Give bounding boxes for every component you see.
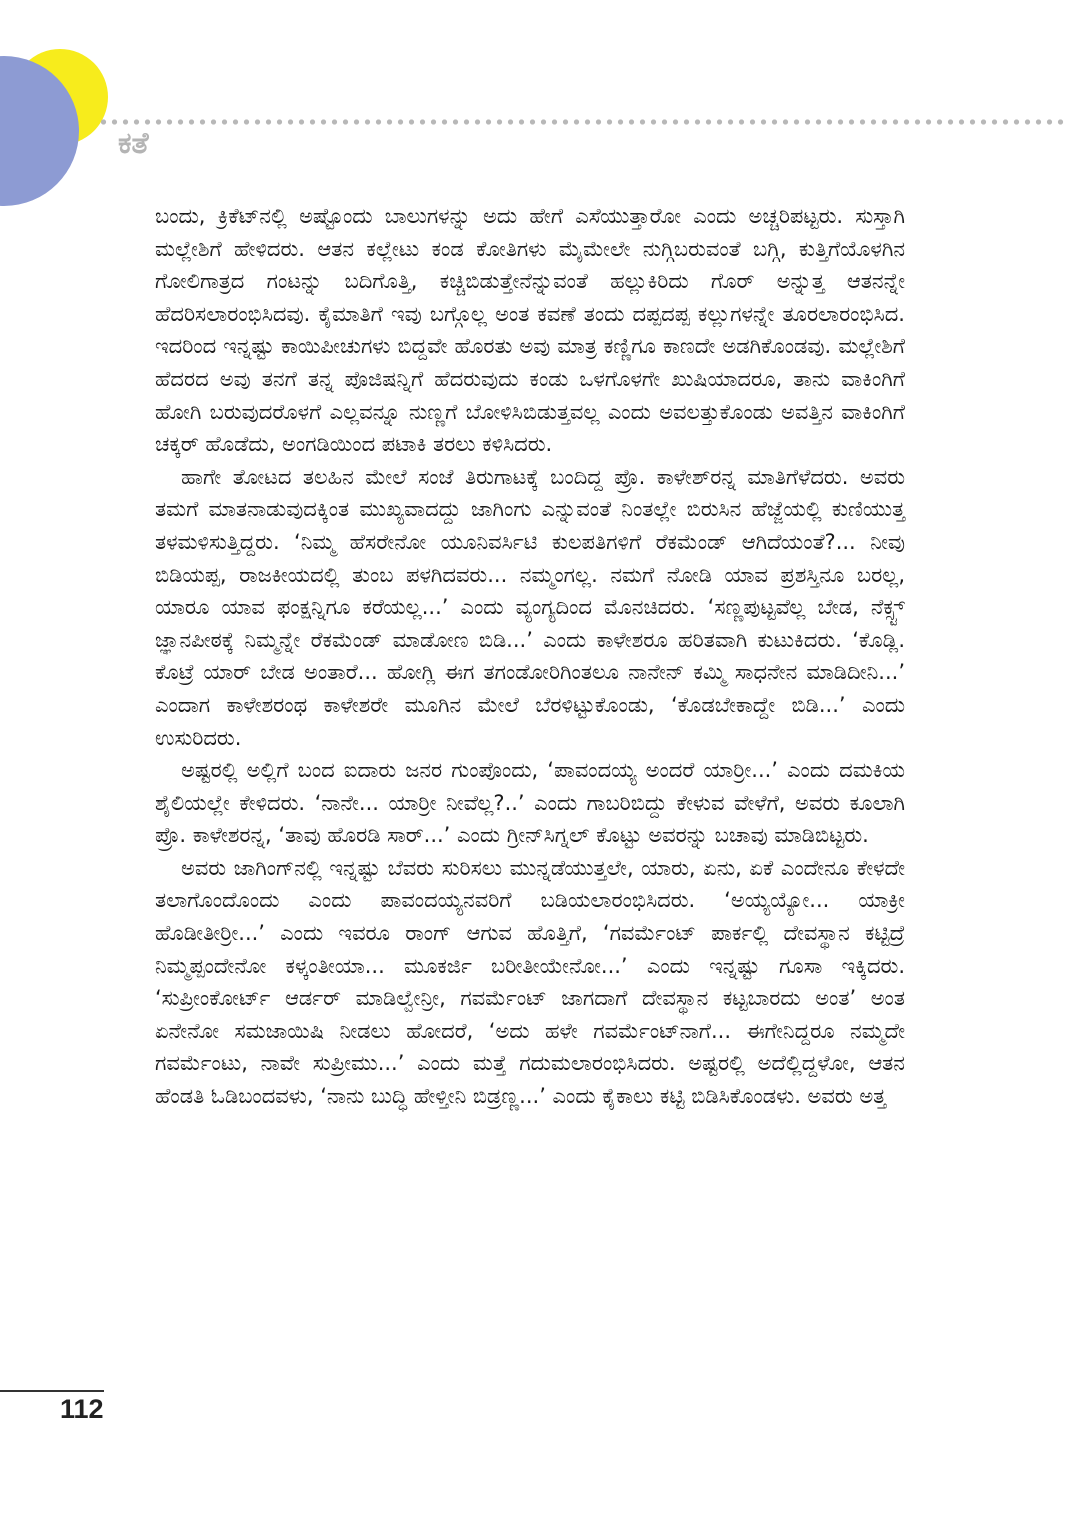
story-text [155,200,905,1113]
story-paragraph: ಅವರು ಜಾಗಿಂಗ್‌ನಲ್ಲಿ ಇನ್ನಷ್ಟು ಬೆವರು ಸುರಿಸಲು ಮುನ್ನಡೆಯುತ್ತಲೇ, ಯಾರು, ಏನು, ಏಕೆ ಎಂದೇನೂ ಕೇಳದೇ ತಲಾಗೊಂದೊಂದು ಎಂದು ಪಾವಂದಯ್ಯನವರಿಗೆ ಬಡಿಯಲಾರಂಭಿಸಿದರು. ‘ಅಯ್ಯಯ್ಯೋ... ಯಾಕ್ರೀ ಹೊಡೀತೀರ್‍ರೀ...’ ಎಂದು ಇವರೂ ರಾಂಗ್ ಆಗುವ ಹೊತ್ತಿಗೆ, ‘ಗವರ್ಮೆಂಟ್ ಪಾರ್ಕಲ್ಲಿ ದೇವಸ್ಥಾನ ಕಟ್ಟಿದ್ರೆ ನಿಮ್ಮಪ್ಪಂದೇನೋ ಕಳ್ಕಂತೀಯಾ... ಮೂಕರ್ಜಿ ಬರೀತೀಯೇನೋ...’ ಎಂದು ಇನ್ನಷ್ಟು ಗೂಸಾ ಇಕ್ಕಿದರು. ‘ಸುಪ್ರೀಂಕೋರ್ಟ್ ಆರ್ಡರ್ ಮಾಡಿಲ್ವೇನ್ರೀ, ಗವರ್ಮೆಂಟ್ ಜಾಗದಾಗೆ ದೇವಸ್ಥಾನ ಕಟ್ಟಬಾರದು ಅಂತ’ ಅಂತ ಏನೇನೋ ಸಮಜಾಯಿಷಿ ನೀಡಲು ಹೋದರೆ, ‘ಅದು ಹಳೇ ಗವರ್ಮೆಂಟ್‌ನಾಗೆ... ಈಗೇನಿದ್ದರೂ ನಮ್ಮದೇ ಗವರ್ಮೆಂಟು, ನಾವೇ ಸುಪ್ರೀಮು...’ ಎಂದು ಮತ್ತೆ ಗದುಮಲಾರಂಭಿಸಿದರು. ಅಷ್ಟರಲ್ಲಿ ಅದೆಲ್ಲಿದ್ದಳೋ, ಆತನ ಹೆಂಡತಿ ಓಡಿಬಂದವಳು, ‘ನಾನು ಬುದ್ಧಿ ಹೇಳ್ತೀನಿ ಬಿಡ್ರಣ್ಣ...’ ಎಂದು ಕೈಕಾಲು ಕಟ್ಟಿ ಬಿಡಿಸಿಕೊಂಡಳು. ಅವರು ಅತ್ತ [155,855,905,1109]
dotted-header-rule [98,118,1068,126]
corner-decoration [0,0,200,220]
story-paragraph: ಹಾಗೇ ತೋಟದ ತಲಹಿನ ಮೇಲೆ ಸಂಜೆ ತಿರುಗಾಟಕ್ಕೆ ಬಂದಿದ್ದ ಪ್ರೊ. ಕಾಳೇಶ್‌ರನ್ನ ಮಾತಿಗೆಳೆದರು. ಅವರು ತಮಗೆ ಮಾತನಾಡುವುದಕ್ಕಿಂತ ಮುಖ್ಯವಾದದ್ದು ಜಾಗಿಂಗು ಎನ್ನುವಂತೆ ನಿಂತಲ್ಲೇ ಬಿರುಸಿನ ಹೆಜ್ಜೆಯಲ್ಲಿ ಕುಣಿಯುತ್ತ ತಳಮಳಿಸುತ್ತಿದ್ದರು. ‘ನಿಮ್ಮ ಹೆಸರೇನೋ ಯೂನಿವರ್ಸಿಟಿ ಕುಲಪತಿಗಳಿಗೆ ರೆಕಮೆಂಡ್ ಆಗಿದೆಯಂತೆ?... ನೀವು ಬಿಡಿಯಪ್ಪ, ರಾಜಕೀಯದಲ್ಲಿ ತುಂಬ ಪಳಗಿದವರು... ನಮ್ಮಂಗಲ್ಲ. ನಮಗೆ ನೋಡಿ ಯಾವ ಪ್ರಶಸ್ತಿನೂ ಬರಲ್ಲ, ಯಾರೂ ಯಾವ ಫಂಕ್ಷನ್ನಿಗೂ ಕರೆಯಲ್ಲ...’ ಎಂದು ವ್ಯಂಗ್ಯದಿಂದ ಮೊನಚಿದರು. ‘ಸಣ್ಣಪುಟ್ಟವೆಲ್ಲ ಬೇಡ, ನೆಕ್ಸ್ಟ್ ಜ್ಞಾನಪೀಠಕ್ಕೆ ನಿಮ್ಮನ್ನೇ ರೆಕಮೆಂಡ್ ಮಾಡೋಣ ಬಿಡಿ...’ ಎಂದು ಕಾಳೇಶರೂ ಹರಿತವಾಗಿ ಕುಟುಕಿದರು. ‘ಕೊಡ್ಲಿ. ಕೊಟ್ರೆ ಯಾರ್ ಬೇಡ ಅಂತಾರೆ... ಹೋಗ್ಲಿ ಈಗ ತಗಂಡೋರಿಗಿಂತಲೂ ನಾನೇನ್ ಕಮ್ಮಿ ಸಾಧನೇನ ಮಾಡಿದೀನಿ...’ ಎಂದಾಗ ಕಾಳೇಶರಂಥ ಕಾಳೇಶರೇ ಮೂಗಿನ ಮೇಲೆ ಬೆರಳಿಟ್ಟುಕೊಂಡು, ‘ಕೊಡಬೇಕಾದ್ದೇ ಬಿಡಿ...’ ಎಂದು ಉಸುರಿದರು. [155,464,905,750]
section-label: ಕತೆ [118,126,149,161]
story-paragraph: ಬಂದು, ಕ್ರಿಕೆಟ್‌ನಲ್ಲಿ ಅಷ್ಟೊಂದು ಬಾಲುಗಳನ್ನು ಅದು ಹೇಗೆ ಎಸೆಯುತ್ತಾರೋ ಎಂದು ಅಚ್ಚರಿಪಟ್ಟರು. ಸುಸ್ತಾಗಿ ಮಲ್ಲೇಶಿಗೆ ಹೇಳಿದರು. ಆತನ ಕಲ್ಲೇಟು ಕಂಡ ಕೋತಿಗಳು ಮೈಮೇಲೇ ನುಗ್ಗಿಬರುವಂತೆ ಬಗ್ಗಿ, ಕುತ್ತಿಗೆಯೊಳಗಿನ ಗೋಲಿಗಾತ್ರದ ಗಂಟನ್ನು ಬದಿಗೊತ್ತಿ, ಕಚ್ಚಿಬಿಡುತ್ತೇನೆನ್ನುವಂತೆ ಹಲ್ಲುಕಿರಿದು ಗೊರ್ ಅನ್ನುತ್ತ ಆತನನ್ನೇ ಹೆದರಿಸಲಾರಂಭಿಸಿದವು. ಕೈಮಾತಿಗೆ ಇವು ಬಗ್ಗೊಲ್ಲ ಅಂತ ಕವಣೆ ತಂದು ದಪ್ಪದಪ್ಪ ಕಲ್ಲುಗಳನ್ನೇ ತೂರಲಾರಂಭಿಸಿದ. ಇದರಿಂದ ಇನ್ನಷ್ಟು ಕಾಯಿಪೀಚುಗಳು ಬಿದ್ದವೇ ಹೊರತು ಅವು ಮಾತ್ರ ಕಣ್ಣಿಗೂ ಕಾಣದೇ ಅಡಗಿಕೊಂಡವು. ಮಲ್ಲೇಶಿಗೆ ಹೆದರದ ಅವು ತನಗೆ ತನ್ನ ಪೊಜಿಷನ್ನಿಗೆ ಹೆದರುವುದು ಕಂಡು ಒಳಗೊಳಗೇ ಖುಷಿಯಾದರೂ, ತಾನು ವಾಕಿಂಗಿಗೆ ಹೋಗಿ ಬರುವುದರೊಳಗೆ ಎಲ್ಲವನ್ನೂ ನುಣ್ಣಗೆ ಬೋಳಿಸಿಬಿಡುತ್ತವಲ್ಲ ಎಂದು ಅವಲತ್ತುಕೊಂಡು ಅವತ್ತಿನ ವಾಕಿಂಗಿಗೆ ಚಕ್ಕರ್ ಹೊಡೆದು, ಅಂಗಡಿಯಿಂದ ಪಟಾಕಿ ತರಲು ಕಳಿಸಿದರು. [155,204,905,457]
page-number: 112 [60,1394,104,1424]
story-paragraph: ಅಷ್ಟರಲ್ಲಿ ಅಲ್ಲಿಗೆ ಬಂದ ಐದಾರು ಜನರ ಗುಂಪೊಂದು, ‘ಪಾವಂದಯ್ಯ ಅಂದರೆ ಯಾರ್‍ರೀ...’ ಎಂದು ದಮಕಿಯ ಶೈಲಿಯಲ್ಲೇ ಕೇಳಿದರು. ‘ನಾನೇ... ಯಾರ್‍ರೀ ನೀವೆಲ್ಲ?..’ ಎಂದು ಗಾಬರಿಬಿದ್ದು ಕೇಳುವ ವೇಳೆಗೆ, ಅವರು ಕೂಲಾಗಿ ಪ್ರೊ. ಕಾಳೇಶರನ್ನ, ‘ತಾವು ಹೊರಡಿ ಸಾರ್...’ ಎಂದು ಗ್ರೀನ್‌ಸಿಗ್ನಲ್ ಕೊಟ್ಟು ಅವರನ್ನು ಬಚಾವು ಮಾಡಿಬಿಟ್ಟರು. [155,758,905,848]
